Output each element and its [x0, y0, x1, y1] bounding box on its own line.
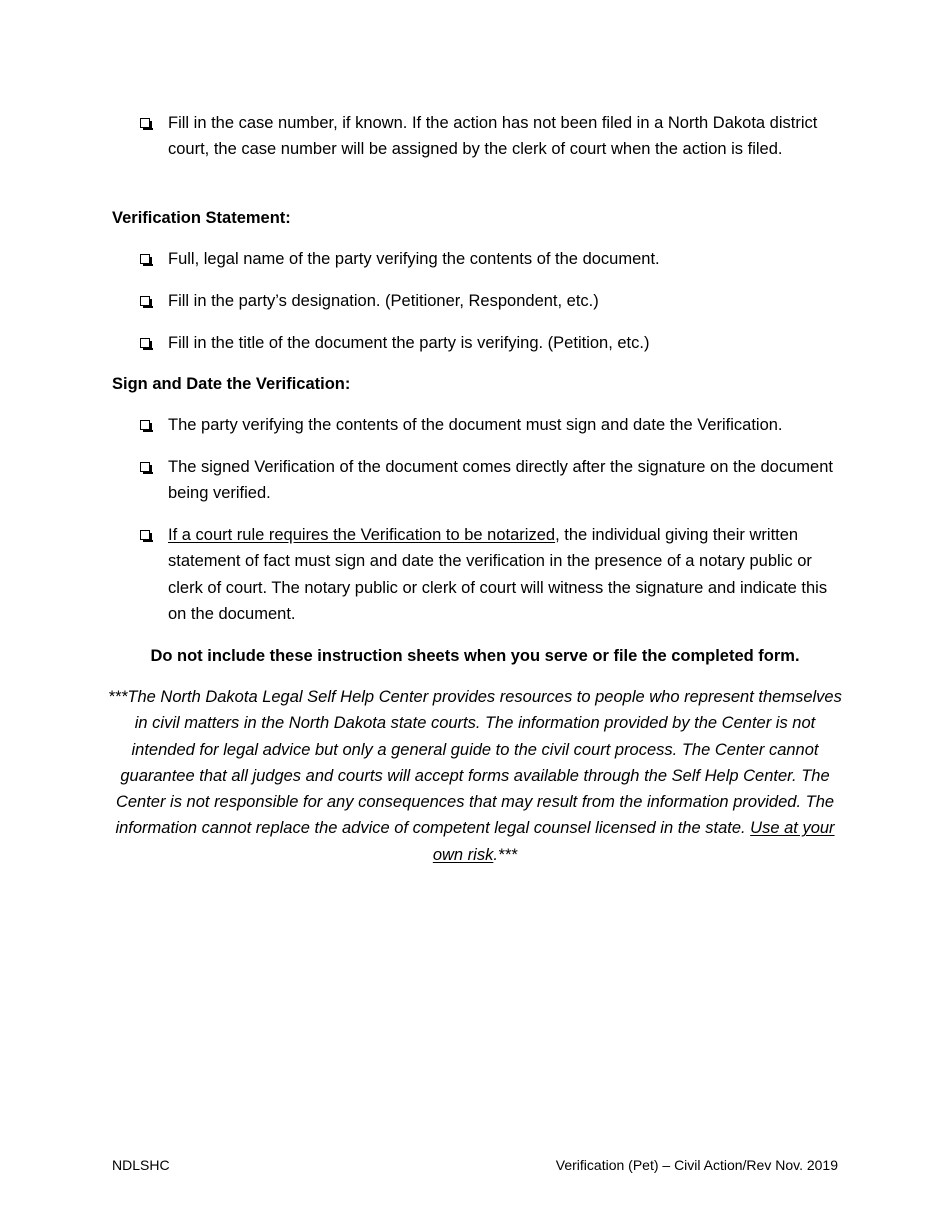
checkbox-icon [140, 118, 150, 128]
checkbox-icon [140, 254, 150, 264]
checklist-item-text [168, 522, 840, 627]
checklist-item-text: The signed Verification of the document comes directly after the signature on the document being verified. [168, 458, 833, 503]
checkbox-icon [140, 420, 150, 430]
checkbox-icon [140, 462, 150, 472]
disclaimer-main-text: ***The North Dakota Legal Self Help Center provides resources to people who represent themselves in civil matters in the North Dakota state courts. The information provided by the Center is not intended for legal advice but only a general guide to the civil court process. The Center cannot guarantee that all judges and courts will accept forms available through the Self Help Center. The Center is not responsible for any consequences that may result from the information provided. The information cannot replace the advice of competent legal counsel licensed in the state. [108, 688, 842, 838]
checkbox-icon [140, 296, 150, 306]
checklist-item-sign-date [140, 412, 840, 438]
footer-form-revision: Verification (Pet) – Civil Action/Rev Nov. 2019 [555, 1157, 838, 1173]
instruction-sheet-notice: Do not include these instruction sheets when you serve or file the completed form. [150, 647, 800, 665]
footer-organization: NDLSHC [112, 1157, 170, 1173]
checklist-item-text: The party verifying the contents of the document must sign and date the Verification. [168, 416, 783, 434]
checklist-item-signed-verification [140, 454, 840, 507]
checkbox-icon [140, 530, 150, 540]
checkbox-icon [140, 338, 150, 348]
checklist-item-text: Full, legal name of the party verifying the contents of the document. [168, 250, 660, 268]
sign-date-heading: Sign and Date the Verification: [112, 375, 351, 393]
checklist-item-text: Fill in the title of the document the party is verifying. (Petition, etc.) [168, 334, 650, 352]
checklist-item-party-designation [140, 288, 840, 314]
checklist-item-text: Fill in the case number, if known. If the action has not been filed in a North Dakota district court, the case number will be assigned by the clerk of court when the action is filed. [168, 114, 818, 159]
checklist-item-legal-name [140, 246, 840, 272]
disclaimer-risk-text: Use at your own risk [432, 819, 835, 864]
verification-statement-heading: Verification Statement: [112, 209, 291, 227]
checklist-item-text: Fill in the party’s designation. (Petitioner, Respondent, etc.) [168, 292, 599, 310]
checklist-item-case-number [140, 110, 840, 163]
checklist-item-document-title [140, 330, 840, 356]
checklist-item-notarized [140, 522, 840, 627]
disclaimer-paragraph [105, 684, 845, 868]
disclaimer-tail-text: .*** [493, 845, 518, 864]
notarized-condition-text: If a court rule requires the Verification to be notarized [168, 526, 556, 544]
notarized-instruction-text: , the individual giving their written statement of fact must sign and date the verification in the presence of a notary public or clerk of court. The notary public or clerk of court will witness the signature and indicate this on the document. [168, 526, 828, 623]
